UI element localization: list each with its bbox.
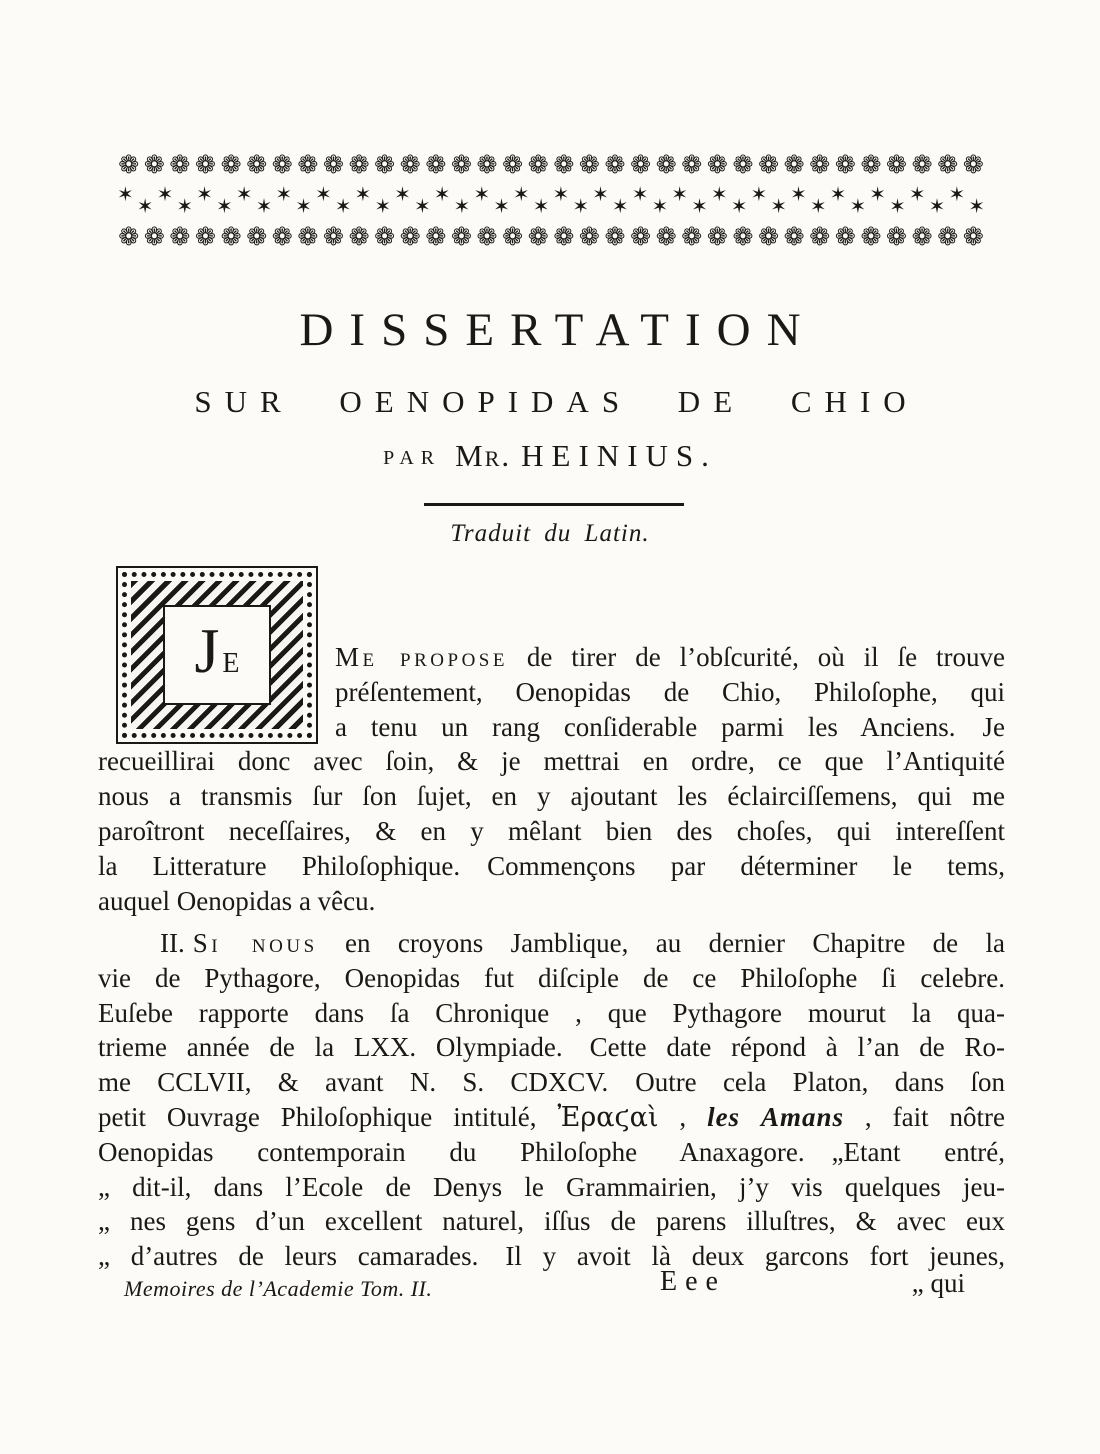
body-line: vie de Pythagore, Oenopidas fut diſciple de ce Philoſophe ſi celebre. <box>98 962 1005 993</box>
rosette-row-top-icon: ❁ ❁ ❁ ❁ ❁ ❁ ❁ ❁ ❁ ❁ ❁ ❁ ❁ ❁ ❁ ❁ ❁ ❁ ❁ ❁ ❁ ❁ ❁ ❁ ❁ ❁ ❁ ❁ ❁ ❁ ❁ ❁ ❁ ❁ <box>118 150 984 179</box>
dropcap-bead-border-icon <box>122 572 312 738</box>
sheet-signature: Eee <box>660 1266 726 1297</box>
body-line: recueillirai donc avec ſoin, & je mettrai en ordre, ce que l’Antiquité <box>98 746 1005 777</box>
body-line: auquel Oenopidas a vêcu. <box>98 885 376 916</box>
body-line: Euſebe rapporte dans ſa Chronique , que Pythagore mourut la qua- <box>98 997 1005 1028</box>
body-line: me CCLVII, & avant N. S. CDXCV. Outre cela Platon, dans ſon <box>98 1067 1005 1098</box>
body-line: „ dit-il, dans l’Ecole de Denys le Grammairien, j’y vis quelques jeu- <box>98 1171 1005 1202</box>
body-line: Me propose de tirer de l’obſcurité, où il ſe trouve <box>335 642 1005 672</box>
body-line: préſentement, Oenopidas de Chio, Philoſophe, qui <box>335 676 1005 707</box>
body-line: paroîtront neceſſaires, & en y mêlant bien des choſes, qui intereſſent <box>98 815 1005 846</box>
italic-phrase: les Amans <box>707 1101 845 1132</box>
body-line: Oenopidas contemporain du Philoſophe Anaxagore. „Etant entré, <box>98 1136 1005 1167</box>
paragraph-2 <box>98 926 1005 1274</box>
page-subtitle: SUR OENOPIDAS DE CHIO <box>194 384 919 419</box>
dropcap-letter: J E <box>163 605 271 705</box>
page-title: DISSERTATION <box>299 304 817 356</box>
paragraph-1 <box>98 615 1005 918</box>
smallcaps-opening: Si nous <box>192 928 318 958</box>
body-line: „ d’autres de leurs camarades. Il y avoit là deux garcons fort jeunes, <box>98 1241 1005 1272</box>
byline <box>0 438 1100 474</box>
dropcap-zigzag-border-icon <box>131 581 303 729</box>
byline-author: HEINIUS. <box>521 438 717 473</box>
body-line: nous a transmis ſur ſon ſujet, en y ajoutant les éclairciſſemens, qui me <box>98 781 1005 812</box>
divider-rule <box>424 503 684 506</box>
ornament-band <box>112 146 990 255</box>
smallcaps-opening: Me propose <box>335 642 508 672</box>
volume-note: Memoires de l’Academie Tom. II. <box>124 1276 433 1301</box>
body-line: II. Si nous en croyons Jamblique, au dernier Chapitre de la <box>160 928 1005 958</box>
translation-note: Traduit du Latin. <box>450 520 650 547</box>
section-numeral: II. <box>160 928 185 958</box>
dropcap-box <box>116 566 318 744</box>
greek-word: Ἐραϛαὶ <box>557 1101 659 1133</box>
body-line: petit Ouvrage Philoſophique intitulé, Ἐραϛαὶ , les Amans , fait nôtre <box>98 1101 1005 1133</box>
page-footer <box>98 1266 1005 1312</box>
catchword: „ qui <box>911 1268 965 1298</box>
rosette-row-bottom-icon: ❁ ❁ ❁ ❁ ❁ ❁ ❁ ❁ ❁ ❁ ❁ ❁ ❁ ❁ ❁ ❁ ❁ ❁ ❁ ❁ ❁ ❁ ❁ ❁ ❁ ❁ ❁ ❁ ❁ ❁ ❁ ❁ ❁ ❁ <box>118 222 984 251</box>
body-line: „ nes gens d’un excellent naturel, iſſus de parens illuſtres, & avec eux <box>98 1206 1005 1237</box>
byline-par: PAR <box>383 447 442 469</box>
byline-honorific: Mr. <box>455 438 512 473</box>
body-line: la Litterature Philoſophique. Commençons par déterminer le tems, <box>98 850 1005 881</box>
body-line: a tenu un rang conſiderable parmi les Anciens. Je <box>335 711 1005 742</box>
body-line: trieme année de la LXX. Olympiade. Cette date répond à l’an de Ro- <box>98 1032 1005 1063</box>
star-row-icon: ✶ ✶ ✶ ✶ ✶ ✶ ✶ ✶ ✶ ✶ ✶ ✶ ✶ ✶ ✶ ✶ ✶ ✶ ✶ ✶ ✶ ✶ ✶ ✶ ✶ ✶ ✶ ✶ ✶ ✶ ✶ ✶ ✶ ✶ ✶ ✶ ✶ ✶ ✶ ✶ ✶ ✶ ✶ ✶ <box>116 182 986 218</box>
